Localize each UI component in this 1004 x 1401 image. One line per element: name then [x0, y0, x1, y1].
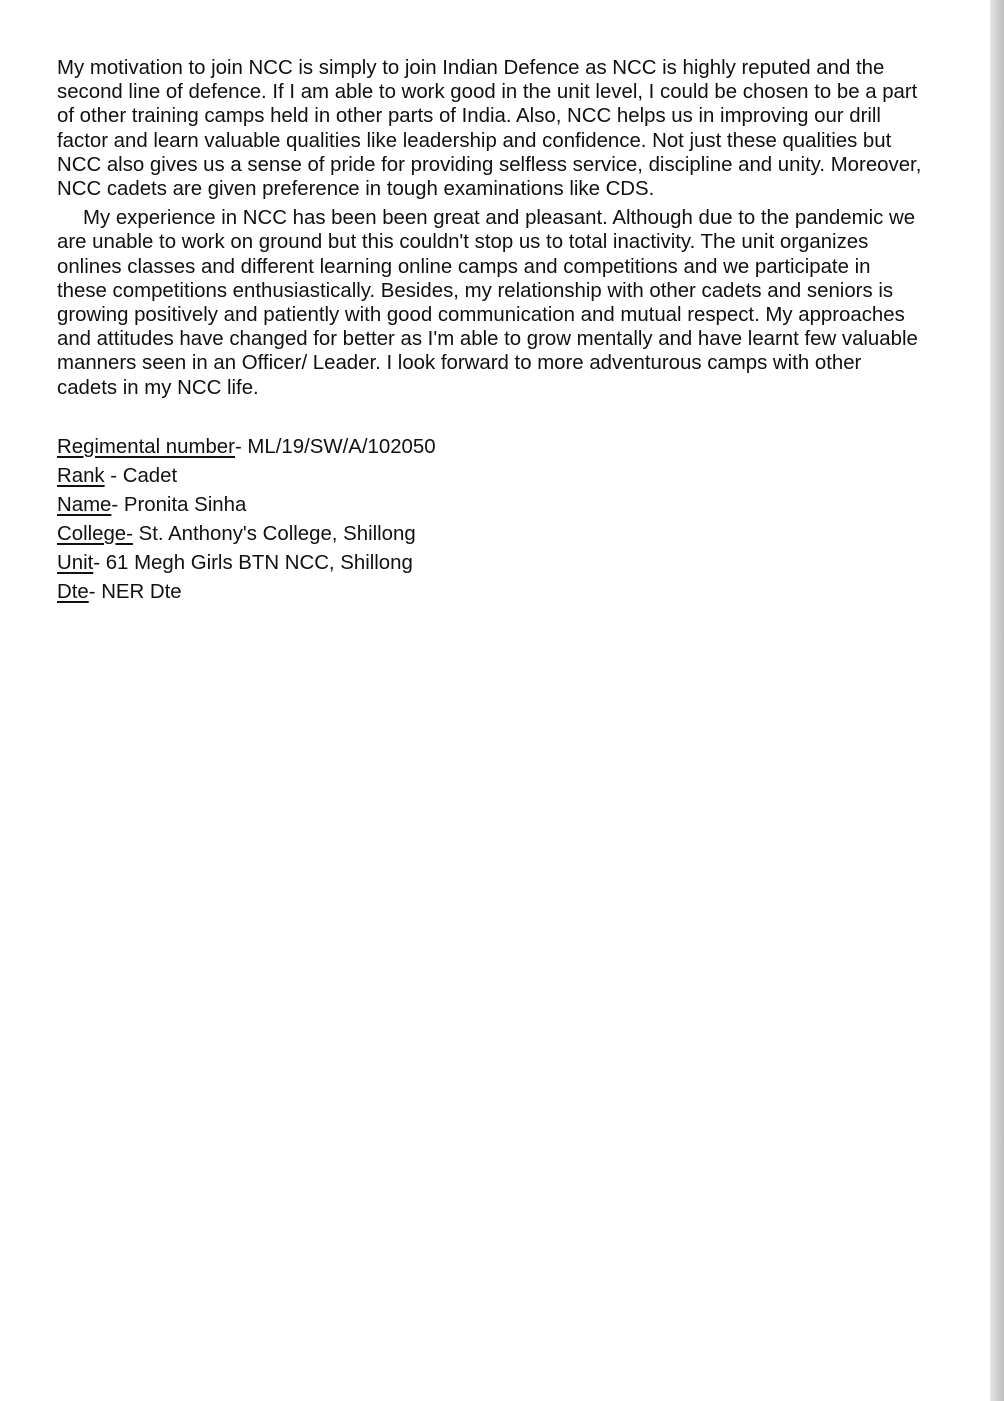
- name-label: Name: [57, 493, 112, 516]
- rank-row: [57, 462, 925, 491]
- dte-label: Dte: [57, 580, 89, 603]
- regimental-number-value: - ML/19/SW/A/102050: [234, 435, 436, 458]
- name-row: [57, 491, 925, 520]
- experience-paragraph: My experience in NCC has been been great and pleasant. Although due to the pandemic we are unable to work on ground but this couldn't stop us to total inactivity. The unit organizes onlines classes and different learning online camps and competitions and we participate in these competitions enthusiastically. Besides, my relationship with other cadets and seniors is growing positively and patiently with good communication and mutual respect. My approaches and attitudes have changed for better as I'm able to grow mentally and have learnt few valuable manners seen in an Officer/ Leader. I look forward to more adventurous camps with other cadets in my NCC life.: [57, 207, 918, 399]
- document-body: [57, 56, 925, 607]
- unit-label: Unit: [57, 551, 94, 574]
- motivation-paragraph: My motivation to join NCC is simply to join Indian Defence as NCC is highly reputed and the second line of defence. If I am able to work good in the unit level, I could be chosen to be a part of other training camps held in other parts of India. Also, NCC helps us in improving our drill factor and learn valuable qualities like leadership and confidence. Not just these qualities but NCC also gives us a sense of pride for providing selfless service, discipline and unity. Moreover, NCC cadets are given preference in tough examinations like CDS.: [57, 57, 922, 201]
- dte-value: - NER Dte: [88, 580, 182, 603]
- college-value: St. Anthony's College, Shillong: [132, 522, 416, 545]
- unit-value: - 61 Megh Girls BTN NCC, Shillong: [93, 551, 413, 574]
- cadet-details: [57, 433, 925, 607]
- rank-value: - Cadet: [104, 464, 178, 487]
- college-row: [57, 520, 925, 549]
- name-value: - Pronita Sinha: [111, 493, 247, 516]
- regimental-number-row: [57, 433, 925, 462]
- dte-row: [57, 578, 925, 607]
- page-edge-shadow: [990, 0, 1004, 1401]
- regimental-number-label: Regimental number: [57, 435, 235, 458]
- college-label: College-: [57, 522, 133, 545]
- unit-row: [57, 549, 925, 578]
- rank-label: Rank: [57, 464, 105, 487]
